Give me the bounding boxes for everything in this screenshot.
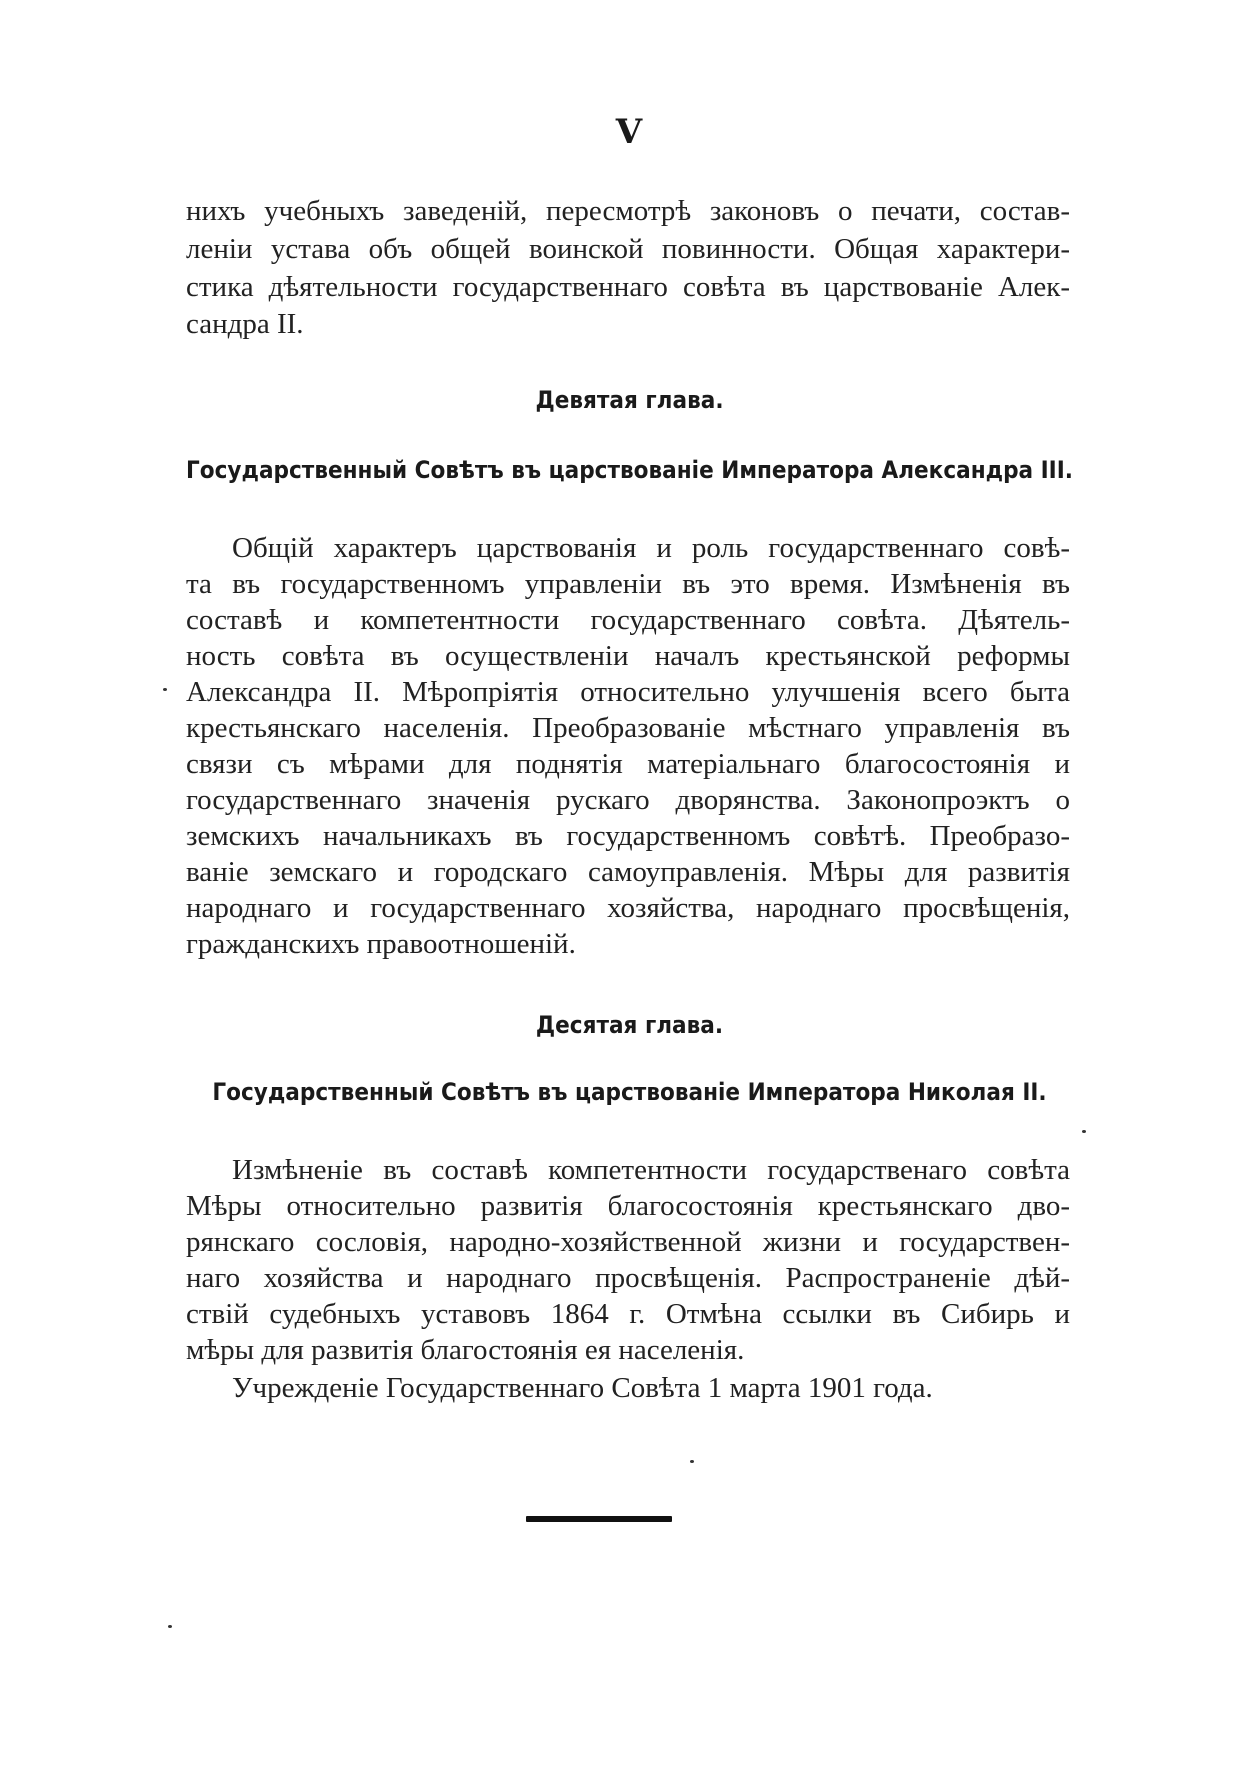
scan-speck [690, 1460, 694, 1463]
text-line: наго хозяйства и народнаго просвѣщенія. Распространеніе дѣй- [186, 1262, 1070, 1294]
text-line: Общій характеръ царствованія и роль государственнаго совѣ- [232, 532, 1070, 564]
scan-speck [1082, 1130, 1086, 1133]
text-line: составѣ и компетентности государственнаго совѣта. Дѣятель- [186, 604, 1070, 636]
text-line: та въ государственномъ управленіи въ это время. Измѣненія въ [186, 568, 1070, 600]
text-line: леніи устава объ общей воинской повинности. Общая характери- [186, 233, 1070, 265]
text-line: ность совѣта въ осуществленіи началъ крестьянской реформы [186, 640, 1070, 672]
text-line: ваніе земскаго и городскаго самоуправленія. Мѣры для развитія [186, 856, 1070, 888]
text-line: стика дѣятельности государственнаго совѣта въ царствованіе Алек- [186, 271, 1070, 303]
text-line: мѣры для развитія благостоянія ея населенія. [186, 1334, 745, 1366]
text-line: рянскаго сословія, народно-хозяйственной жизни и государствен- [186, 1226, 1070, 1258]
closing-line: Учрежденіе Государственнаго Совѣта 1 марта 1901 года. [232, 1372, 933, 1404]
text-line: Александра II. Мѣропріятія относительно улучшенія всего быта [186, 676, 1070, 708]
scan-speck [163, 688, 167, 691]
text-line: ствій судебныхъ уставовъ 1864 г. Отмѣна ссылки въ Сибирь и [186, 1298, 1070, 1330]
text-line: нихъ учебныхъ заведеній, пересмотрѣ законовъ о печати, состав- [186, 195, 1070, 227]
text-line: государственнаго значенія рускаго дворянства. Законопроэктъ о [186, 784, 1070, 816]
text-line: сандра II. [186, 308, 304, 340]
chapter-9-title: Девятая глава. [535, 386, 724, 414]
text-line: гражданскихъ правоотношеній. [186, 928, 576, 960]
text-line: земскихъ начальникахъ въ государственномъ совѣтѣ. Преобразо- [186, 820, 1070, 852]
scan-speck [168, 1625, 172, 1628]
chapter-10-subtitle: Государственный Совѣтъ въ царствованіе Императора Николая II. [212, 1078, 1047, 1106]
text-line: Измѣненіе въ составѣ компетентности государственаго совѣта [232, 1154, 1070, 1186]
text-line: крестьянскаго населенія. Преобразованіе мѣстнаго управленія въ [186, 712, 1070, 744]
chapter-10-title: Десятая глава. [535, 1011, 724, 1039]
text-line: Мѣры относительно развитія благосостоянія крестьянскаго дво- [186, 1190, 1070, 1222]
text-line: народнаго и государственнаго хозяйства, народнаго просвѣщенія, [186, 892, 1070, 924]
section-divider [526, 1516, 672, 1522]
text-line: связи съ мѣрами для поднятія матеріальнаго благосостоянія и [186, 748, 1070, 780]
page-number: V [615, 112, 644, 152]
chapter-9-subtitle: Государственный Совѣтъ въ царствованіе Императора Александра III. [186, 456, 1073, 484]
